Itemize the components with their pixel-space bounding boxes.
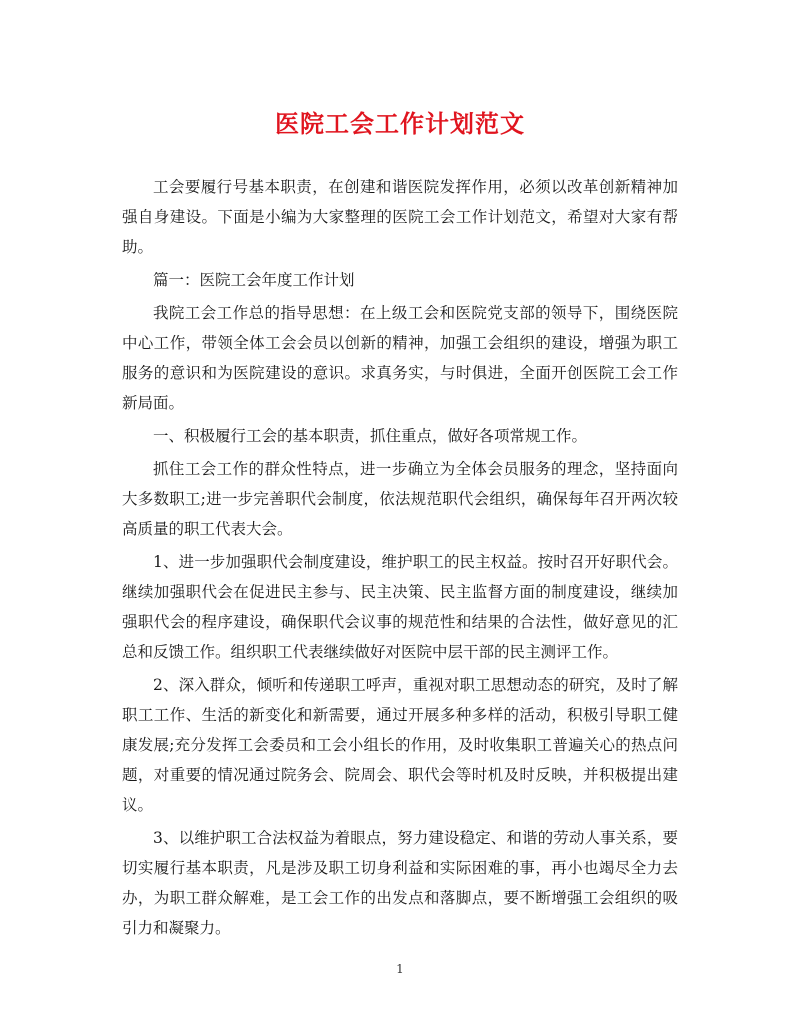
subsection-heading: 一、积极履行工会的基本职责，抓住重点，做好各项常规工作。 [153,427,588,445]
document-body [122,172,678,946]
list-item-2: 2、深入群众，倾听和传递职工呼声，重视对职工思想动态的研究，及时了解职工工作、生活的新变化和新需要，通过开展多种多样的活动，积极引导职工健康发展;充分发挥工会委员和工会小组长的作用，及时收集职工普遍关心的热点问题，对重要的情况通过院务会、院周会、职代会等时机及时反映，并积极提出建议。 [122,676,678,814]
document-title: 医院工会工作计划范文 [275,109,525,138]
guiding-principle-paragraph: 我院工会工作总的指导思想：在上级工会和医院党支部的领导下，围绕医院中心工作，带领全体工会会员以创新的精神，加强工会组织的建设，增强为职工服务的意识和为医院建设的意识。求真务实，与时俱进，全面开创医院工会工作新局面。 [122,304,678,412]
page-number: 1 [396,962,404,976]
body-paragraph: 抓住工会工作的群众性特点，进一步确立为全体会员服务的理念，坚持面向大多数职工;进一步完善职代会制度，依法规范职代会组织，确保每年召开两次较高质量的职工代表大会。 [122,460,678,538]
intro-paragraph: 工会要履行号基本职责，在创建和谐医院发挥作用，必须以改革创新精神加强自身建设。下面是小编为大家整理的医院工会工作计划范文，希望对大家有帮助。 [122,178,678,256]
section-heading: 篇一：医院工会年度工作计划 [153,271,355,289]
list-item-1: 1、进一步加强职代会制度建设，维护职工的民主权益。按时召开好职代会。继续加强职代会在促进民主参与、民主决策、民主监督方面的制度建设，继续加强职代会的程序建设，确保职代会议事的规范性和结果的合法性，做好意见的汇总和反馈工作。组织职工代表继续做好对医院中层干部的民主测评工作。 [122,553,678,661]
list-item-3: 3、以维护职工合法权益为着眼点，努力建设稳定、和谐的劳动人事关系，要切实履行基本职责，凡是涉及职工切身利益和实际困难的事，再小也竭尽全力去办，为职工群众解难，是工会工作的出发点和落脚点，要不断增强工会组织的吸引力和凝聚力。 [122,829,678,937]
